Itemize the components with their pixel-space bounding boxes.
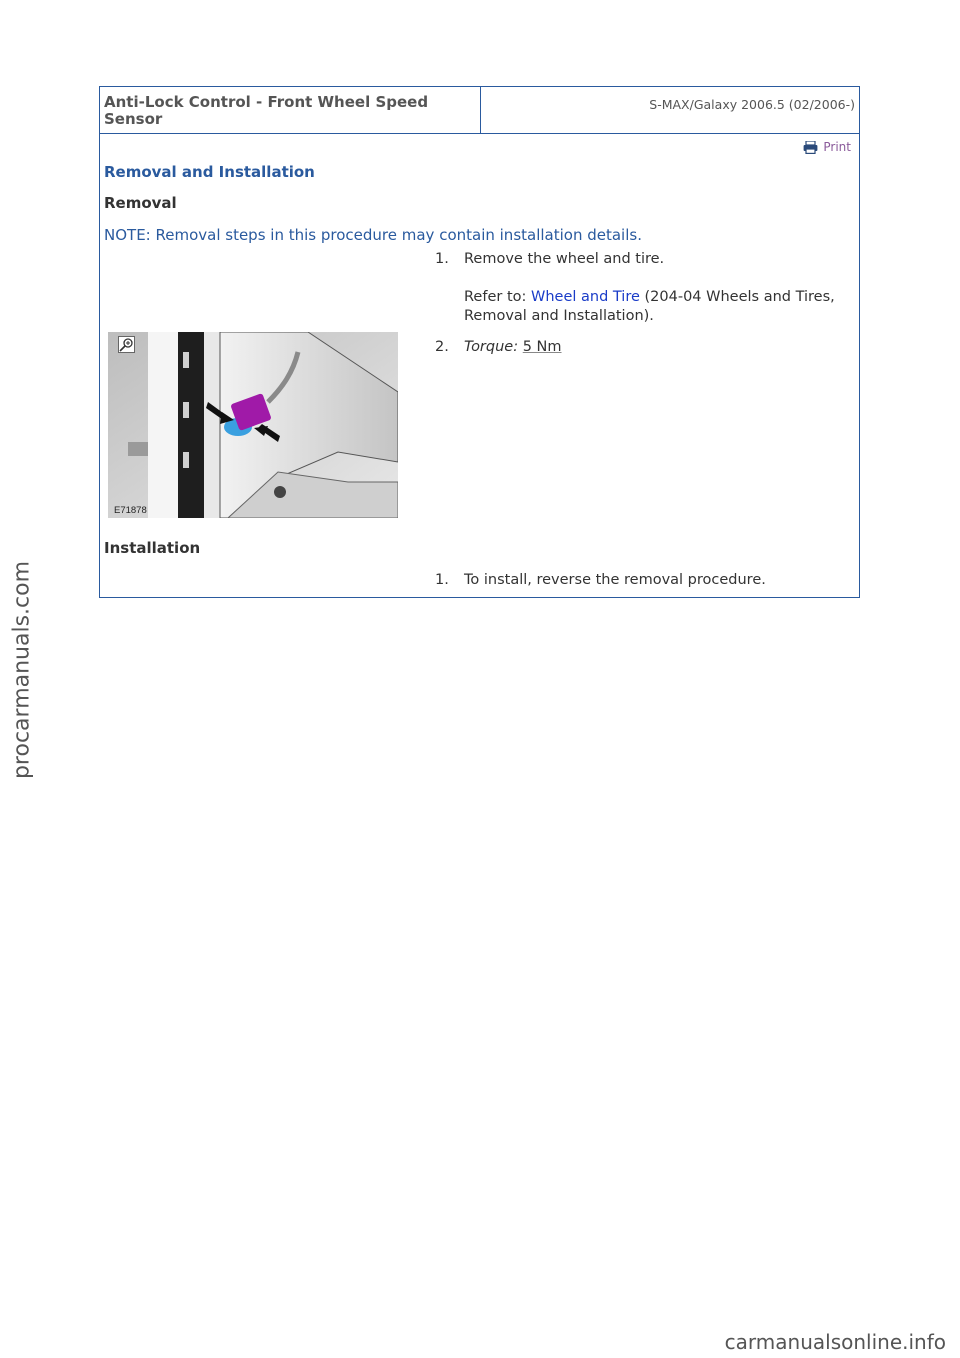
header-divider: [480, 87, 481, 133]
wheel-speed-sensor-figure: [108, 332, 398, 518]
print-button[interactable]: [803, 140, 851, 154]
step-text: Remove the wheel and tire.: [464, 251, 665, 267]
header-row: [100, 87, 859, 134]
reference-suffix: (204-04 Wheels and Tires, Removal and Installation).: [464, 289, 835, 324]
removal-note: NOTE: Removal steps in this procedure may contain installation details.: [104, 226, 642, 244]
page-title: Anti-Lock Control - Front Wheel Speed Sensor: [104, 93, 429, 128]
side-watermark: [2, 560, 42, 780]
step-text: To install, reverse the removal procedure.: [464, 572, 766, 588]
section-title: Removal and Installation: [104, 163, 315, 181]
step-number: 2.: [435, 339, 449, 355]
procedure-frame: [99, 86, 860, 598]
wheel-and-tire-link[interactable]: Wheel and Tire: [531, 289, 640, 305]
step-number: 1.: [435, 572, 449, 588]
figure-label: E71878: [114, 505, 147, 516]
printer-icon: [803, 141, 818, 154]
torque-value[interactable]: 5 Nm: [522, 339, 562, 355]
side-watermark-text: procarmanuals.com: [9, 560, 35, 780]
torque-label: Torque:: [464, 339, 519, 355]
bottom-watermark: carmanualsonline.info: [724, 1330, 946, 1354]
sensor-illustration: [108, 332, 398, 518]
vehicle-model: S-MAX/Galaxy 2006.5 (02/2006-): [649, 97, 855, 112]
step-number: 1.: [435, 251, 449, 267]
removal-heading: Removal: [104, 194, 177, 212]
reference-prefix: Refer to:: [464, 289, 531, 305]
zoom-icon[interactable]: [118, 336, 135, 353]
step-reference: [464, 288, 854, 326]
installation-heading: Installation: [104, 539, 201, 557]
print-label: Print: [823, 140, 851, 154]
